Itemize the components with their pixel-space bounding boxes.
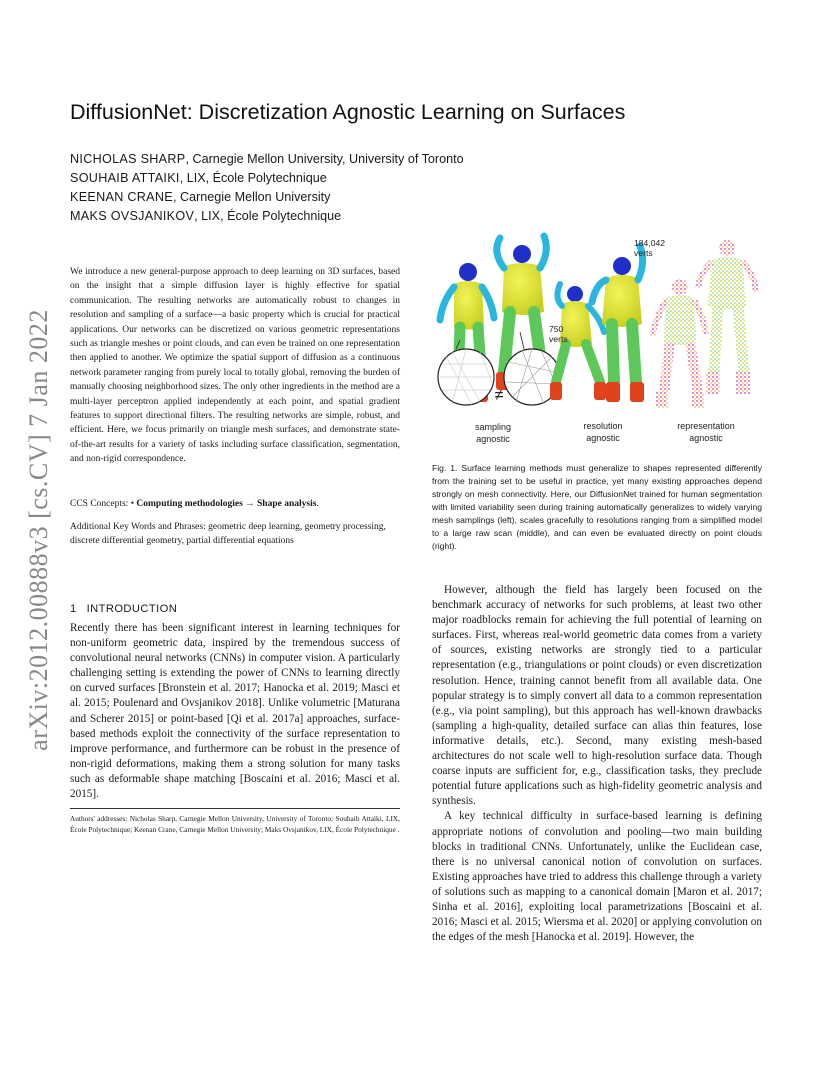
ccs-prefix: CCS Concepts: • bbox=[70, 499, 137, 509]
author-affiliation: LIX, École Polytechnique bbox=[201, 209, 342, 223]
verts-low-count: 750 bbox=[549, 324, 564, 334]
author-affiliation: Carnegie Mellon University, University of Toronto bbox=[192, 152, 464, 166]
point-cloud-figure-2 bbox=[698, 240, 756, 394]
ccs-suffix: . bbox=[316, 499, 319, 509]
ccs-bold: Computing methodologies → Shape analysis bbox=[136, 499, 317, 509]
author-line: NICHOLAS SHARP, Carnegie Mellon University, University of Toronto bbox=[70, 152, 464, 166]
label-sampling-2: agnostic bbox=[476, 434, 510, 444]
teaser-figure bbox=[432, 232, 762, 452]
ccs-concepts bbox=[70, 497, 400, 511]
author-line: MAKS OVSJANIKOV, LIX, École Polytechnique bbox=[70, 209, 342, 223]
abstract: We introduce a new general-purpose approach to deep learning on 3D surfaces, based on the insight that a simple diffusion layer is highly effective for spatial communication. The resulting networks are automatically robust to changes in resolution and sampling of a surface—a basic property which is crucial for practical applications. Our networks can be discretized on various geometric representations such as triangle meshes or point clouds, and can even be trained on one representation then applied to another. We optimize the spatial support of diffusion as a continuous network parameter ranging from purely local to totally global, removing the burden of manually choosing neighborhood sizes. The only other ingredients in the method are a multi-layer perceptron applied independently at each point, and spatial gradient features to support directional filters. The resulting networks are simple, robust, and efficient. Here, we focus primarily on triangle mesh surfaces, and demonstrate state-of-the-art results for a variety of tasks including surface classification, segmentation, and non-rigid correspondence. bbox=[70, 267, 400, 465]
author-name: MAKS OVSJANIKOV bbox=[70, 209, 195, 223]
section-number: 1 bbox=[70, 603, 77, 615]
author-list bbox=[70, 150, 464, 226]
author-name: SOUHAIB ATTAIKI bbox=[70, 171, 180, 185]
point-cloud-figure-1 bbox=[652, 279, 706, 408]
paper-title: DiffusionNet: Discretization Agnostic Learning on Surfaces bbox=[70, 100, 626, 124]
keywords: Additional Key Words and Phrases: geometric deep learning, geometry processing, discrete differential geometry, partial differential equations bbox=[70, 522, 386, 547]
not-equal-symbol: ≠ bbox=[494, 387, 504, 404]
right-column-text bbox=[432, 583, 762, 945]
author-name: NICHOLAS SHARP bbox=[70, 152, 186, 166]
label-resolution-2: agnostic bbox=[586, 433, 620, 443]
author-affiliation: LIX, École Polytechnique bbox=[186, 171, 327, 185]
label-representation-1: representation bbox=[677, 421, 735, 431]
section-title: INTRODUCTION bbox=[86, 603, 178, 615]
mesh-zoom-left bbox=[438, 349, 494, 405]
paragraph: A key technical difficulty in surface-based learning is defining appropriate notions of convolution and pooling—two main building blocks in traditional CNNs. Unfortunately, unlike the Euclidean case, there is no universal canonical notion of convolution on surfaces. Existing approaches have tried to address this challenge through a variety of solutions such as mapping to a canonical domain [Maron et al. 2017; Sinha et al. 2016], exploiting local parametrizations [Boscaini et al. 2016; Masci et al. 2015; Wiersma et al. 2020] or applying convolution on the edges of the mesh [Hanocka et al. 2019]. However, the bbox=[432, 810, 762, 944]
verts-low-unit: verts bbox=[549, 334, 568, 344]
intro-paragraph: Recently there has been significant interest in learning techniques for non-uniform geometric data, inspired by the tremendous success of convolutional neural networks (CNNs) in computer vision. A particularly challenging setting is extending the power of CNNs to learning directly on curved surfaces [Bronstein et al. 2017; Hanocka et al. 2019; Masci et al. 2015; Poulenard and Ovsjanikov 2018]. Unlike volumetric [Maturana and Scherer 2015] or point-based [Qi et al. 2017a] approaches, surface-based methods exploit the connectivity of the surface representation to improve performance, and furthermore can be robust in the presence of non-rigid deformations, making them a strong solution for many tasks such as deformable shape matching [Boscaini et al. 2016; Masci et al. 2015]. bbox=[70, 622, 400, 801]
label-sampling-1: sampling bbox=[474, 422, 512, 432]
arxiv-stamp: arXiv:2012.00888v3 [cs.CV] 7 Jan 2022 bbox=[24, 309, 53, 751]
author-name: KEENAN CRANE bbox=[70, 190, 173, 204]
figure-illustration bbox=[432, 232, 762, 452]
footnote: Authors' addresses: Nicholas Sharp, Carnegie Mellon University, University of Toronto; Souhaib Attaiki, LIX, École Polytechnique; Keenan Crane, Carnegie Mellon University; Maks Ovsjanikov, LIX, École Polytechnique . bbox=[70, 814, 400, 834]
footnote-rule bbox=[70, 808, 400, 809]
label-representation-2: agnostic bbox=[689, 433, 723, 443]
author-line: SOUHAIB ATTAIKI, LIX, École Polytechnique bbox=[70, 171, 327, 185]
arxiv-sidebar bbox=[18, 290, 60, 770]
author-affiliation: Carnegie Mellon University bbox=[179, 190, 331, 204]
paragraph: However, although the field has largely been focused on the benchmark accuracy of networks for such problems, at least two other major roadblocks remain for achieving the full potential of learning on surfaces. First, whereas real-world geometric data comes from a variety of sources, existing networks are strongly tied to a particular representation (e.g., triangulations or point clouds) or even discretization resolution. Hence, training cannot benefit from all available data. One popular strategy is to simply convert all data to a common representation (e.g., via point sampling), but this approach has well-known drawbacks (sampling a high-quality, detailed surface can alias thin features, lose informative details, etc.). Second, many existing mesh-based architectures do not scale well to high-resolution surface data. Though coarse inputs are sufficient for, e.g., classification tasks, they preclude potential future applications such as high-fidelity geometric analysis and synthesis. bbox=[432, 584, 762, 808]
section-heading bbox=[70, 603, 177, 615]
zoom-pointer-right bbox=[520, 332, 524, 349]
verts-high-unit: verts bbox=[634, 248, 653, 258]
verts-high-count: 184,042 bbox=[634, 238, 666, 248]
figure-caption: Fig. 1. Surface learning methods must generalize to shapes represented differently from the training set to be useful in practice, yet many existing approaches depend strongly on mesh connectivity. Here, our DiffusionNet trained for human segmentation with limited variability seen during training automatically generalizes to widely varying mesh samplings (left), scales gracefully to resolutions ranging from a simplified model to a large raw scan (middle), and can even be evaluated directly on point clouds (right). bbox=[432, 463, 762, 551]
label-resolution-1: resolution bbox=[583, 421, 623, 431]
author-line: KEENAN CRANE, Carnegie Mellon University bbox=[70, 190, 331, 204]
